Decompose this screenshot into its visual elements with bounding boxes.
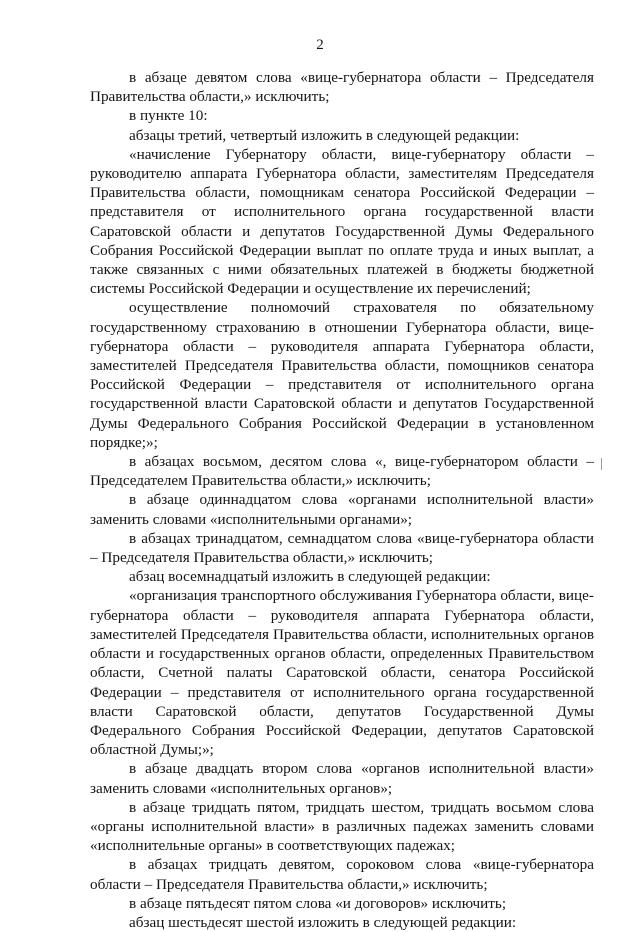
paragraph-13: в абзацах тридцать девятом, сороковом слова «вице-губернатора области – Председателя Правительства области,» исключить; <box>90 856 594 893</box>
paragraph-5: осуществление полномочий страхователя по обязательному государственному страхованию в отношении Губернатора области, вице-губернатора области – руководителя аппарата Губернатора области, заместителей Председателя Правительства области, помощников сенатора Российской Федерации – представителя от исполнительного органа государственной власти Саратовской области и депутатов Государственной Думы Федерального Собрания Российской Федерации в установленном порядке;»; <box>90 299 594 451</box>
paragraph-9: абзац восемнадцатый изложить в следующей редакции: <box>129 568 491 586</box>
paragraph-3: абзацы третий, четвертый изложить в следующей редакции: <box>129 126 520 144</box>
paragraph-6: в абзацах восьмом, десятом слова «, вице-губернатором области – Председателем Правительства области,» исключить; <box>90 453 594 490</box>
document-body <box>90 68 594 932</box>
paragraph-14: в абзаце пятьдесят пятом слова «и договоров» исключить; <box>129 894 507 912</box>
paragraph-4: «начисление Губернатору области, вице-губернатору области – руководителю аппарата Губернатора области, заместителям Председателя Правительства области, помощникам сенатора Российской Федерации – представителя от исполнительного органа государственной власти Саратовской области и депутатов Государственной Думы Федерального Собрания Российской Федерации выплат по оплате труда и иных выплат, а также связанных с ними обязательных платежей в бюджеты бюджетной системы Российской Федерации и осуществление их перечислений; <box>90 145 594 298</box>
paragraph-1: в абзаце девятом слова «вице-губернатора области – Председателя Правительства области,» исключить; <box>90 69 594 106</box>
scan-artifact-mark <box>601 458 602 470</box>
paragraph-15: абзац шестьдесят шестой изложить в следующей редакции: <box>129 913 517 931</box>
paragraph-11: в абзаце двадцать втором слова «органов исполнительной власти» заменить словами «исполнительных органов»; <box>90 760 594 797</box>
paragraph-12: в абзаце тридцать пятом, тридцать шестом, тридцать восьмом слова «органы исполнительной власти» в различных падежах заменить словами «исполнительные органы» в соответствующих падежах; <box>90 798 594 855</box>
paragraph-2: в пункте 10: <box>129 107 208 125</box>
paragraph-7: в абзаце одиннадцатом слова «органами исполнительной власти» заменить словами «исполнительными органами»; <box>90 491 594 528</box>
page-number: 2 <box>316 37 324 53</box>
paragraph-8: в абзацах тринадцатом, семнадцатом слова «вице-губернатора области – Председателя Правительства области,» исключить; <box>90 529 594 567</box>
paragraph-10: «организация транспортного обслуживания Губернатора области, вице-губернатора области – руководителя аппарата Губернатора области, заместителей Председателя Правительства области, исполнительных органов области и государственных органов области, определенных Правительством области, Счетной палаты Саратовской области, сенатора Российской Федерации – представителя от исполнительного органа государственной власти Саратовской области, депутатов Государственной Думы Федерального Собрания Российской Федерации, депутатов Саратовской областной Думы;»; <box>90 587 594 759</box>
